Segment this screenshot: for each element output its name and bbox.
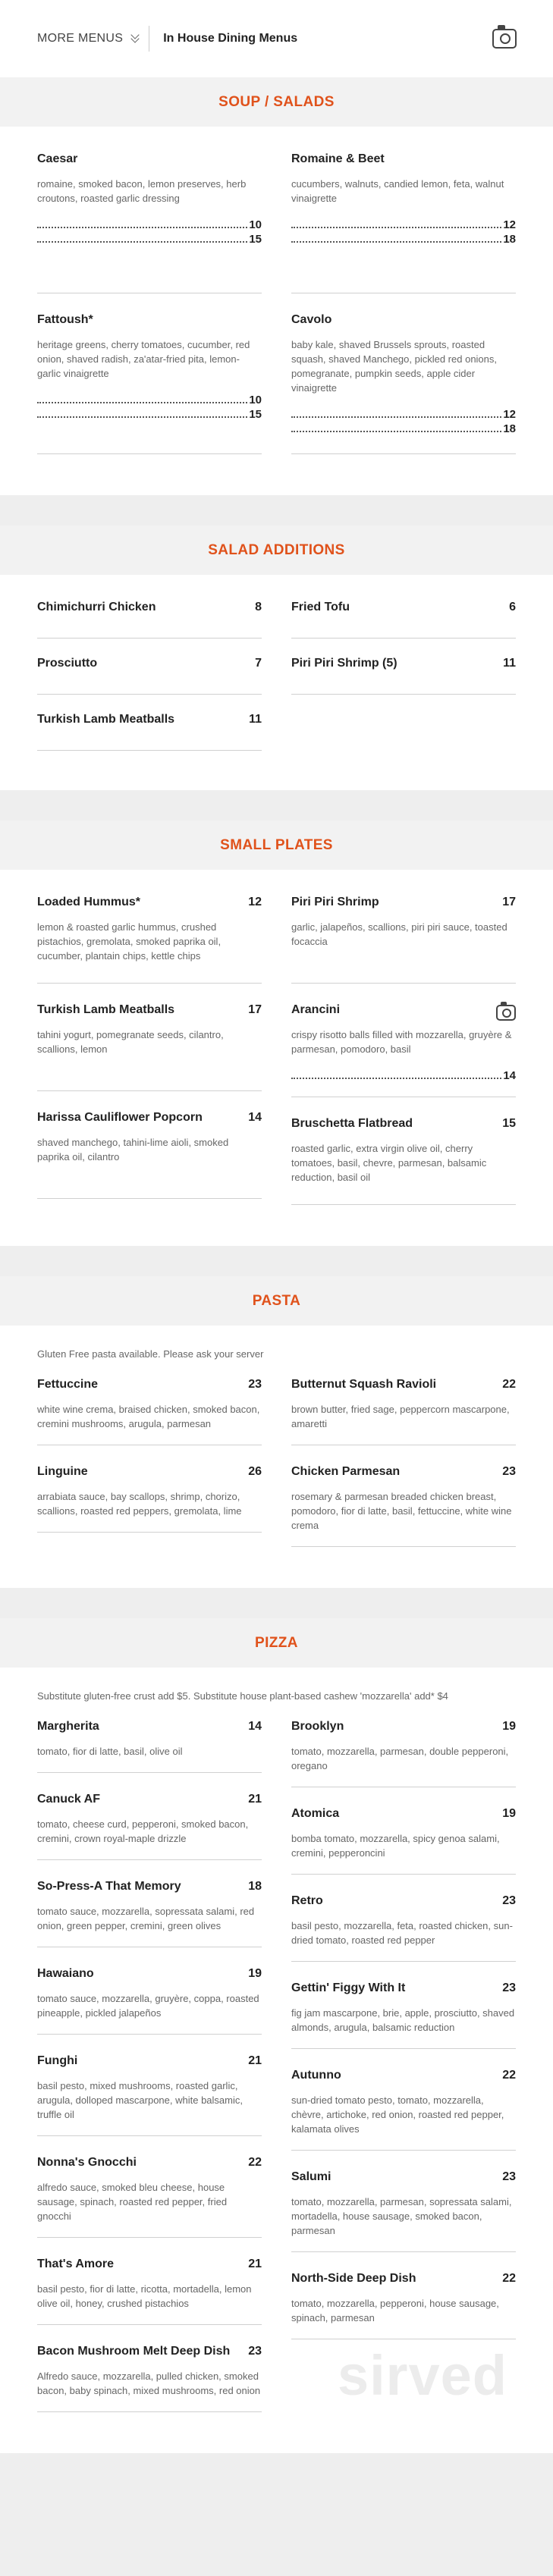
item-header	[291, 657, 516, 670]
item-description: roasted garlic, extra virgin olive oil, cherry tomatoes, basil, chevre, parmesan, balsamic reduction, basil oil	[291, 1143, 487, 1183]
item-header	[37, 1967, 262, 1981]
item-name: Fattoush*	[37, 313, 93, 326]
item-header	[291, 313, 516, 327]
menu-item[interactable]	[37, 313, 262, 454]
item-name: Chicken Parmesan	[291, 1465, 401, 1478]
item-name: That's Amore	[37, 2258, 115, 2270]
section-pizza	[0, 1668, 553, 2453]
item-price: 23	[502, 2170, 516, 2183]
item-header	[291, 152, 516, 166]
dotted-leader	[37, 416, 247, 418]
item-price: 23	[502, 1894, 516, 1907]
item-description: tomato sauce, mozzarella, gruyère, coppa, roasted pineapple, pickled jalapeños	[37, 1993, 259, 2019]
item-description: bomba tomato, mozzarella, spicy genoa salami, cremini, pepperoncini	[291, 1833, 500, 1859]
section-title: PIZZA	[255, 1634, 298, 1651]
section-header-additions	[0, 526, 553, 575]
item-description: rosemary & parmesan breaded chicken breast, pomodoro, fior di latte, basil, fettuccine, white wine crema	[291, 1491, 512, 1531]
dotted-leader	[37, 241, 247, 243]
price-line	[291, 407, 516, 422]
item-header	[37, 1378, 262, 1392]
price-value: 14	[503, 1069, 516, 1082]
item-name: So-Press-A That Memory	[37, 1880, 181, 1893]
item-description: fig jam mascarpone, brie, apple, prosciutto, shaved almonds, arugula, balsamic reduction	[291, 2007, 515, 2033]
item-description: brown butter, fried sage, peppercorn mascarpone, amaretti	[291, 1404, 510, 1429]
dotted-leader	[291, 241, 501, 243]
item-description: Alfredo sauce, mozzarella, pulled chicken, smoked bacon, baby spinach, mixed mushrooms, red onion	[37, 2370, 261, 2396]
menu-item[interactable]	[291, 1807, 516, 1875]
item-name: Chimichurri Chicken	[37, 601, 156, 613]
item-name: Fettuccine	[37, 1378, 99, 1391]
price-line	[37, 393, 262, 407]
item-header	[37, 1793, 262, 1806]
section-title: SMALL PLATES	[220, 836, 333, 853]
price-list	[37, 393, 262, 422]
item-name: Retro	[291, 1894, 323, 1907]
menu-item[interactable]	[37, 1720, 262, 1773]
item-description: garlic, jalapeños, scallions, piri piri sauce, toasted focaccia	[291, 921, 507, 947]
item-name: North-Side Deep Dish	[291, 2272, 416, 2285]
item-description: heritage greens, cherry tomatoes, cucumber, red onion, shaved radish, za'atar-fried pita, lemon-garlic vinaigrette	[37, 339, 250, 379]
item-price: 17	[248, 1003, 262, 1016]
section-title: SOUP / SALADS	[218, 93, 335, 110]
price-list	[291, 407, 516, 436]
item-price: 12	[248, 896, 262, 908]
item-description: arrabiata sauce, bay scallops, shrimp, chorizo, scallions, roasted red peppers, gremolata, lime	[37, 1491, 242, 1517]
item-name: Funghi	[37, 2054, 78, 2067]
price-value: 15	[249, 233, 262, 246]
menu-item[interactable]	[37, 713, 262, 751]
section-header-plates	[0, 820, 553, 870]
price-list	[291, 218, 516, 246]
dotted-leader	[291, 227, 501, 228]
item-description: crispy risotto balls filled with mozzarella, gruyère & parmesan, pomodoro, basil	[291, 1029, 512, 1055]
item-price: 21	[248, 2258, 262, 2270]
item-header	[37, 601, 262, 614]
menu-item[interactable]	[291, 2069, 516, 2151]
item-description: alfredo sauce, smoked bleu cheese, house sausage, spinach, roasted red pepper, fried gnocchi	[37, 2182, 228, 2222]
item-name: Canuck AF	[37, 1793, 100, 1806]
price-line	[37, 232, 262, 246]
section-additions	[0, 575, 553, 790]
item-header	[291, 601, 516, 614]
item-price: 22	[502, 2272, 516, 2285]
item-name: Caesar	[37, 152, 78, 165]
item-header	[37, 1111, 262, 1125]
item-description: white wine crema, braised chicken, smoked bacon, cremini mushrooms, arugula, parmesan	[37, 1404, 260, 1429]
menu-item[interactable]	[37, 1378, 262, 1445]
menu-item[interactable]	[291, 1720, 516, 1787]
item-description: tomato, mozzarella, parmesan, double pepperoni, oregano	[291, 1746, 509, 1771]
dotted-leader	[291, 416, 501, 418]
item-price: 23	[248, 1378, 262, 1391]
item-description: cucumbers, walnuts, candied lemon, feta, walnut vinaigrette	[291, 178, 504, 204]
item-price: 23	[502, 1981, 516, 1994]
camera-icon[interactable]	[496, 1005, 516, 1021]
item-description: sun-dried tomato pesto, tomato, mozzarella, chèvre, artichoke, red onion, roasted red pepper, kalamata olives	[291, 2094, 504, 2135]
item-header	[37, 2258, 262, 2271]
menu-item[interactable]	[37, 1967, 262, 2035]
item-price: 15	[502, 1117, 516, 1130]
item-price: 26	[248, 1465, 262, 1478]
item-header	[37, 1720, 262, 1734]
menu-item[interactable]	[291, 896, 516, 984]
menu-item[interactable]	[37, 2258, 262, 2325]
item-description: tomato, mozzarella, parmesan, sopressata salami, mortadella, house sausage, smoked bacon, parmesan	[291, 2196, 512, 2236]
menu-item[interactable]	[37, 1111, 262, 1199]
item-header	[37, 152, 262, 166]
menu-item[interactable]	[291, 313, 516, 454]
menu-item[interactable]	[37, 2156, 262, 2238]
price-value: 10	[249, 218, 262, 231]
item-description: tomato, mozzarella, pepperoni, house sausage, spinach, parmesan	[291, 2298, 499, 2323]
menu-item[interactable]	[37, 152, 262, 293]
item-name: Piri Piri Shrimp (5)	[291, 657, 397, 670]
price-list	[37, 218, 262, 246]
menu-item[interactable]	[37, 1880, 262, 1947]
menu-item[interactable]	[37, 2345, 262, 2412]
menu-item[interactable]	[37, 601, 262, 639]
menu-item[interactable]	[291, 1117, 516, 1205]
item-price: 21	[248, 1793, 262, 1806]
price-line	[291, 232, 516, 246]
item-name: Brooklyn	[291, 1720, 344, 1733]
menu-item[interactable]	[291, 2170, 516, 2252]
item-price: 7	[255, 657, 262, 670]
item-description: shaved manchego, tahini-lime aioli, smoked paprika oil, cilantro	[37, 1137, 229, 1162]
price-value: 10	[249, 394, 262, 406]
item-header	[291, 1003, 516, 1017]
item-name: Butternut Squash Ravioli	[291, 1378, 437, 1391]
price-list	[291, 1068, 516, 1083]
item-name: Nonna's Gnocchi	[37, 2156, 137, 2169]
item-price: 14	[248, 1720, 262, 1733]
item-name: Bacon Mushroom Melt Deep Dish	[37, 2345, 231, 2358]
item-price: 22	[502, 2069, 516, 2082]
item-name: Autunno	[291, 2069, 341, 2082]
item-description: tomato, fior di latte, basil, olive oil	[37, 1746, 183, 1757]
item-description: tahini yogurt, pomegranate seeds, cilantro, scallions, lemon	[37, 1029, 224, 1055]
item-price: 18	[248, 1880, 262, 1893]
item-price: 11	[503, 657, 516, 670]
menu-item[interactable]	[291, 1981, 516, 2049]
menu-item[interactable]	[291, 1894, 516, 1962]
item-price: 22	[502, 1378, 516, 1391]
top-bar	[0, 0, 553, 77]
item-name: Atomica	[291, 1807, 340, 1820]
item-header	[291, 2272, 516, 2286]
menu-item[interactable]	[291, 601, 516, 639]
price-value: 18	[503, 233, 516, 246]
item-price: 23	[248, 2345, 262, 2358]
menu-item[interactable]	[291, 1378, 516, 1445]
item-header	[291, 1807, 516, 1821]
menu-item[interactable]	[37, 1793, 262, 1860]
price-line	[291, 218, 516, 232]
menu-item[interactable]	[291, 1003, 516, 1097]
item-description: basil pesto, fior di latte, ricotta, mortadella, lemon olive oil, honey, crushed pistachios	[37, 2283, 252, 2309]
section-note: Substitute gluten-free crust add $5. Substitute house plant-based cashew 'mozzarella' add* $4	[37, 1690, 448, 1702]
item-price: 23	[502, 1465, 516, 1478]
section-header-pasta	[0, 1276, 553, 1326]
item-header	[37, 1465, 262, 1479]
menu-item[interactable]	[291, 1465, 516, 1547]
section-header-soup	[0, 77, 553, 127]
chevron-down-icon	[130, 33, 141, 44]
menu-item[interactable]	[291, 657, 516, 695]
item-name: Hawaiano	[37, 1967, 94, 1980]
menu-item[interactable]	[37, 1003, 262, 1091]
item-name: Bruschetta Flatbread	[291, 1117, 413, 1130]
menu-item[interactable]	[37, 2054, 262, 2136]
item-header	[37, 2156, 262, 2170]
item-header	[37, 2345, 262, 2358]
item-name: Arancini	[291, 1003, 341, 1016]
sirved-logo: sirved	[337, 2344, 507, 2407]
price-line	[291, 1068, 516, 1083]
item-name: Fried Tofu	[291, 601, 350, 613]
item-name: Cavolo	[291, 313, 332, 326]
menu-item[interactable]	[37, 1465, 262, 1533]
item-price: 19	[502, 1720, 516, 1733]
item-header	[291, 1465, 516, 1479]
item-price: 6	[509, 601, 516, 613]
item-price: 19	[502, 1807, 516, 1820]
item-name: Salumi	[291, 2170, 331, 2183]
dotted-leader	[37, 402, 247, 403]
item-description: basil pesto, mozzarella, feta, roasted chicken, sun-dried tomato, roasted red pepper	[291, 1920, 513, 1946]
item-name: Harissa Cauliflower Popcorn	[37, 1111, 203, 1124]
section-plates	[0, 870, 553, 1246]
item-header	[291, 1981, 516, 1995]
menu-item[interactable]	[37, 657, 262, 695]
dotted-leader	[37, 227, 247, 228]
menu-item[interactable]	[291, 152, 516, 293]
section-soup	[0, 127, 553, 495]
item-price: 21	[248, 2054, 262, 2067]
item-header	[37, 2054, 262, 2068]
item-description: tomato sauce, mozzarella, sopressata salami, red onion, green pepper, cremini, green olives	[37, 1906, 255, 1931]
item-price: 22	[248, 2156, 262, 2169]
item-description: tomato, cheese curd, pepperoni, smoked bacon, cremini, crown royal-maple drizzle	[37, 1818, 249, 1844]
more-menus-dropdown[interactable]	[37, 32, 141, 45]
item-header	[291, 1720, 516, 1734]
item-header	[291, 2170, 516, 2184]
item-price: 19	[248, 1967, 262, 1980]
item-price: 11	[249, 713, 262, 726]
price-line	[291, 422, 516, 436]
item-header	[37, 896, 262, 909]
section-note: Gluten Free pasta available. Please ask your server	[37, 1348, 264, 1360]
price-value: 15	[249, 408, 262, 421]
dotted-leader	[291, 431, 501, 432]
item-description: basil pesto, mixed mushrooms, roasted garlic, arugula, dolloped mascarpone, white balsamic, truffle oil	[37, 2080, 243, 2120]
item-description: baby kale, shaved Brussels sprouts, roasted squash, shaved Manchego, pickled red onions, pomegranate, pumpkin seeds, apple cider vinaigrette	[291, 339, 498, 394]
dotted-leader	[291, 1078, 501, 1079]
item-header	[291, 2069, 516, 2082]
item-name: Gettin' Figgy With It	[291, 1981, 406, 1994]
item-name: Turkish Lamb Meatballs	[37, 1003, 175, 1016]
item-name: Linguine	[37, 1465, 88, 1478]
more-menus-label: MORE MENUS	[37, 32, 124, 45]
item-name: Piri Piri Shrimp	[291, 896, 379, 908]
price-line	[37, 218, 262, 232]
item-name: Prosciutto	[37, 657, 98, 670]
price-value: 18	[503, 422, 516, 435]
price-value: 12	[503, 218, 516, 231]
price-line	[37, 407, 262, 422]
item-price: 8	[255, 601, 262, 613]
item-price: 17	[502, 896, 516, 908]
item-header	[291, 1894, 516, 1908]
item-header	[291, 896, 516, 909]
item-header	[37, 313, 262, 327]
price-value: 12	[503, 408, 516, 421]
item-header	[37, 657, 262, 670]
item-name: Turkish Lamb Meatballs	[37, 713, 175, 726]
item-name: Margherita	[37, 1720, 99, 1733]
item-header	[37, 1003, 262, 1017]
item-header	[37, 1880, 262, 1894]
menu-item[interactable]	[291, 2272, 516, 2339]
menu-item[interactable]	[37, 896, 262, 984]
item-name: Loaded Hummus*	[37, 896, 141, 908]
item-name: Romaine & Beet	[291, 152, 385, 165]
section-pasta	[0, 1326, 553, 1588]
item-header	[37, 713, 262, 726]
item-header	[291, 1117, 516, 1131]
menu-title: In House Dining Menus	[163, 32, 298, 45]
camera-icon[interactable]	[492, 29, 517, 49]
item-header	[291, 1378, 516, 1392]
item-description: lemon & roasted garlic hummus, crushed pistachios, gremolata, smoked paprika oil, cucumber, plantain chips, kettle chips	[37, 921, 222, 962]
section-header-pizza	[0, 1618, 553, 1668]
section-title: SALAD ADDITIONS	[208, 541, 345, 558]
section-title: PASTA	[252, 1292, 301, 1309]
item-price: 14	[248, 1111, 262, 1124]
item-description: romaine, smoked bacon, lemon preserves, herb croutons, roasted garlic dressing	[37, 178, 247, 204]
